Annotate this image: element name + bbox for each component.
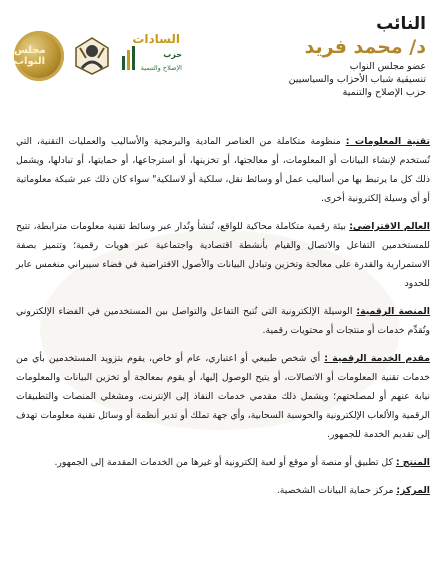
definition-term: العالم الافتراضي: bbox=[349, 221, 430, 232]
definition-term: المنتج : bbox=[395, 457, 430, 468]
member-rank: النائب bbox=[376, 14, 426, 34]
member-coordination: تنسيقية شباب الأحزاب والسياسيين bbox=[288, 74, 426, 85]
member-role: عضو مجلس النواب bbox=[349, 61, 426, 72]
definition-paragraph bbox=[16, 453, 430, 472]
page-header bbox=[0, 0, 448, 118]
definition-term: مقدم الخدمة الرقمية : bbox=[324, 353, 430, 364]
parliament-seal-logo bbox=[14, 31, 64, 81]
party-logo-top: السادات bbox=[132, 32, 180, 46]
party-logo-sub: الإصلاح والتنمية bbox=[140, 64, 182, 72]
definition-paragraph bbox=[16, 349, 430, 444]
definition-text: الوسيلة الإلكترونية التي تُتيح التفاعل والتواصل بين المستخدمين في الفضاء الإلكتروني وتُقدِّم خدمات أو منتجات أو محتويات رقمية. bbox=[16, 306, 430, 336]
emblem-icon bbox=[70, 34, 114, 78]
member-titles bbox=[289, 14, 426, 99]
seal-text: مجلس النواب bbox=[14, 45, 46, 67]
definition-term: تقنية المعلومات : bbox=[345, 136, 430, 147]
definition-paragraph bbox=[16, 132, 430, 208]
member-party: حزب الإصلاح والتنمية bbox=[342, 87, 426, 98]
definition-paragraph bbox=[16, 481, 430, 500]
party-logo bbox=[120, 28, 184, 84]
definition-text: منظومة متكاملة من العناصر المادية والبرمجية والأساليب والعمليات التقنية، التي تُستخدم لإنشاء البيانات أو المعلومات، أو معالجتها، أو تخزينها، أو استرجاعها، أو حمايتها، أو تبادلها، ويشمل ذلك كل ما يرتبط بها من أساليب عمل أو وسائط نقل، سلكية أو لاسلكية" سواء كان ذلك عبر شبكة معلوماتية أو أي وسيلة إلكترونية أخرى. bbox=[16, 136, 430, 204]
definition-term: المركز: bbox=[396, 485, 430, 496]
definition-text: كل تطبيق أو منصة أو موقع أو لعبة إلكترونية أو غيرها من الخدمات المقدمة إلى الجمهور. bbox=[54, 457, 396, 468]
definitions-body bbox=[16, 132, 430, 509]
definition-text: مركز حماية البيانات الشخصية. bbox=[276, 485, 397, 496]
definition-text: بيئة رقمية متكاملة محاكية للواقع، تُنشأ وتُدار عبر وسائط تقنية معلومات مترابطة، تتيح للمستخدمين التفاعل والاتصال والقيام بأنشطة اقتصادية واجتماعية عبر هويات رقمية؛ وتتميز بصفة الاستمرارية والقدرة على معالجة وتخزين وتبادل البيانات والأصول الافتراضية في فضاء سيبراني منغمس عابر للحدود bbox=[16, 221, 430, 289]
party-bars-icon bbox=[122, 46, 136, 70]
party-logo-name: حزب bbox=[163, 50, 182, 59]
logos-row bbox=[14, 28, 184, 84]
member-name: د/ محمد فريد bbox=[304, 36, 426, 58]
definition-paragraph bbox=[16, 302, 430, 340]
definition-text: أي شخص طبيعي أو اعتباري، عام أو خاص، يقوم بتزويد المستخدمين بأي من خدمات تقنية المعلومات أو الاتصالات، أو يتيح الوصول إليها، أو يقوم بمعالجة أو تخزين البيانات والمعلومات نيابة عنهم أو لمصلحتهم؛ ويشمل ذلك مقدمي خدمات النفاذ إلى الإنترنت، ومشغلي المنصات والتطبيقات الرقمية والألعاب الإلكترونية والحوسبة السحابية، وأي جهة تملك أو تدير أنظمة أو وسائل تقنية معلومات تهدف إلى تقديم الخدمة للجمهور. bbox=[16, 353, 430, 440]
definition-term: المنصة الرقمية: bbox=[356, 306, 430, 317]
definition-paragraph bbox=[16, 217, 430, 293]
